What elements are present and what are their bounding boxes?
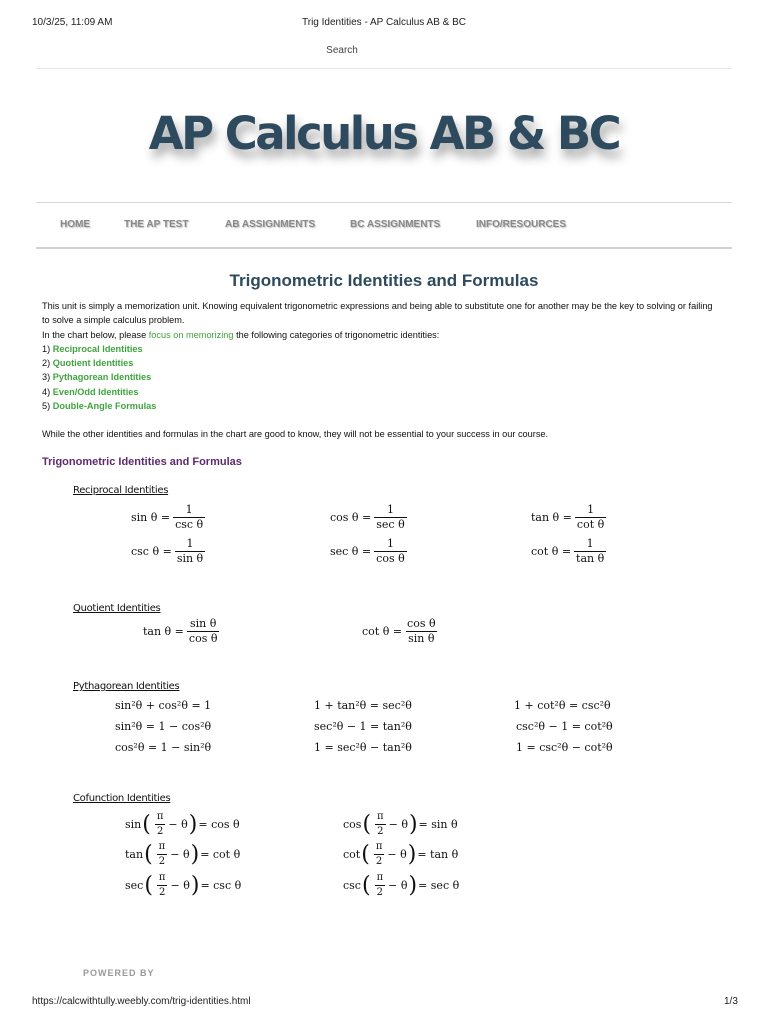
- nav-ab-assignments[interactable]: AB ASSIGNMENTS: [225, 219, 316, 230]
- rest: − θ: [170, 879, 190, 892]
- identity-cot-quotient: [362, 617, 441, 646]
- identity-sin-recip: [131, 503, 208, 532]
- numerator: 1: [386, 537, 394, 550]
- pythagorean-heading: Pythagorean Identities: [73, 681, 180, 692]
- fraction: [375, 871, 386, 900]
- rest: − θ: [388, 879, 408, 892]
- identity-tan-quotient: [143, 617, 222, 646]
- denominator: 2: [156, 826, 164, 837]
- identity-cofunction-cos: cos ( $\frac{\pi}{2}$ − θ ) = sin θ: [343, 811, 458, 837]
- identity-cofunction-csc: csc ( $\frac{\pi}{2}$ − θ ) = sec θ: [343, 872, 460, 898]
- intro-p2-before: In the chart below, please: [42, 329, 149, 340]
- focus-highlight: focus on memorizing: [148, 329, 234, 340]
- pythagorean-link[interactable]: Pythagorean Identities: [52, 372, 152, 383]
- cofunction-heading: Cofunction Identities: [73, 793, 171, 804]
- category-list-item: [42, 370, 722, 384]
- lhs: tan θ =: [143, 625, 184, 638]
- nav-info-resources[interactable]: INFO/RESOURCES: [476, 219, 567, 230]
- fraction: [375, 810, 386, 839]
- fraction: [405, 617, 438, 646]
- identity-pythagorean: csc²θ − 1 = cot²θ: [516, 720, 613, 733]
- lhs: sin θ =: [131, 511, 171, 524]
- identity-tan-recip: [531, 503, 609, 532]
- denominator: 2: [376, 887, 384, 898]
- reciprocal-heading: Reciprocal Identities: [73, 485, 169, 496]
- fraction: [187, 617, 220, 646]
- identity-cofunction-tan: tan ( $\frac{\pi}{2}$ − θ ) = cot θ: [125, 841, 241, 867]
- fraction: [374, 840, 385, 869]
- numerator: 1: [586, 537, 594, 550]
- rest: − θ: [170, 848, 190, 861]
- identity-pythagorean: sin²θ = 1 − cos²θ: [115, 720, 212, 733]
- lhs: tan θ =: [531, 511, 572, 524]
- footer-page-number: 1/3: [724, 996, 738, 1007]
- quotient-link[interactable]: Quotient Identities: [52, 358, 134, 369]
- category-list-item: [42, 356, 722, 370]
- fn: tan: [125, 848, 144, 861]
- identity-pythagorean: 1 = csc²θ − cot²θ: [516, 741, 613, 754]
- identity-cos-recip: [330, 503, 410, 532]
- identity-cot-recip: [531, 537, 609, 566]
- nav-the-ap-test[interactable]: THE AP TEST: [124, 219, 189, 230]
- lhs: sec θ =: [330, 545, 372, 558]
- fraction: [374, 503, 406, 532]
- rhs: = cot θ: [200, 848, 241, 861]
- quotient-heading: Quotient Identities: [73, 603, 161, 614]
- denominator: tan θ: [576, 552, 605, 565]
- intro-p2-after: the following categories of trigonometric identities:: [233, 329, 440, 340]
- numerator: 1: [587, 503, 595, 516]
- numerator: sin θ: [190, 617, 217, 630]
- denominator: 2: [375, 856, 383, 867]
- fn: cot: [343, 848, 361, 861]
- identity-pythagorean: 1 + tan²θ = sec²θ: [314, 699, 412, 712]
- identity-cofunction-sin: sin ( $\frac{\pi}{2}$ − θ ) = cos θ: [125, 811, 240, 837]
- identity-pythagorean: cos²θ = 1 − sin²θ: [115, 741, 212, 754]
- page-title: Trigonometric Identities and Formulas: [229, 271, 539, 290]
- identity-cofunction-sec: sec ( $\frac{\pi}{2}$ − θ ) = csc θ: [125, 872, 242, 898]
- fn: csc: [343, 879, 361, 892]
- list-num: 4): [42, 386, 53, 397]
- list-num: 1): [42, 343, 53, 354]
- numerator: π: [376, 872, 384, 883]
- fraction: [157, 871, 168, 900]
- fn: sin: [125, 818, 142, 831]
- intro-paragraph-1: This unit is simply a memorization unit. Knowing equivalent trigonometric expressions and being able to substitute one for another may be the key to solving or failing to solve a simple calculus problem.: [42, 301, 713, 326]
- site-banner: [36, 68, 732, 203]
- closing-paragraph: While the other identities and formulas in the chart are good to know, they will not be essential to your success in our course.: [42, 429, 549, 439]
- fraction: [574, 537, 606, 566]
- rhs: = sec θ: [418, 879, 460, 892]
- denominator: 2: [159, 887, 166, 898]
- fn: cos: [343, 818, 362, 831]
- identity-sec-recip: [330, 537, 410, 566]
- identity-pythagorean: 1 = sec²θ − tan²θ: [314, 741, 412, 754]
- lhs: cot θ =: [531, 545, 572, 558]
- lhs: cos θ =: [330, 511, 372, 524]
- numerator: 1: [186, 537, 194, 550]
- list-num: 2): [42, 358, 53, 369]
- denominator: sin θ: [408, 632, 435, 645]
- rest: − θ: [387, 848, 407, 861]
- identity-pythagorean: 1 + cot²θ = csc²θ: [514, 699, 611, 712]
- lhs: csc θ =: [131, 545, 172, 558]
- rhs: = tan θ: [417, 848, 459, 861]
- category-list-item: [42, 342, 722, 356]
- denominator: cos θ: [376, 552, 405, 565]
- list-num: 5): [42, 401, 53, 412]
- reciprocal-link[interactable]: Reciprocal Identities: [52, 343, 143, 354]
- even-odd-link[interactable]: Even/Odd Identities: [52, 386, 139, 397]
- denominator: csc θ: [175, 518, 204, 531]
- category-list-item: [42, 399, 722, 413]
- main-nav: [36, 202, 732, 249]
- fn: sec: [125, 879, 144, 892]
- fraction: [374, 537, 407, 566]
- identity-pythagorean: sec²θ − 1 = tan²θ: [314, 720, 412, 733]
- fraction: [175, 537, 205, 566]
- numerator: π: [158, 872, 166, 883]
- fraction: [575, 503, 606, 532]
- fraction: [173, 503, 205, 532]
- numerator: 1: [386, 503, 394, 516]
- numerator: π: [377, 811, 384, 822]
- identity-cofunction-cot: cot ( $\frac{\pi}{2}$ − θ ) = tan θ: [343, 841, 459, 867]
- numerator: π: [375, 841, 383, 852]
- double-angle-link[interactable]: Double-Angle Formulas: [52, 401, 157, 412]
- identity-csc-recip: [131, 537, 208, 566]
- site-title[interactable]: AP Calculus AB & BC: [148, 107, 620, 160]
- print-datetime: 10/3/25, 11:09 AM: [32, 17, 113, 28]
- nav-home[interactable]: HOME: [60, 219, 90, 230]
- category-list-item: [42, 385, 722, 399]
- numerator: 1: [185, 503, 193, 516]
- rhs: = cos θ: [198, 818, 240, 831]
- numerator: cos θ: [407, 617, 436, 630]
- footer-url: https://calcwithtully.weebly.com/trig-identities.html: [32, 996, 251, 1007]
- numerator: π: [156, 811, 164, 822]
- fraction: [155, 810, 166, 839]
- powered-by-label[interactable]: POWERED BY: [83, 968, 155, 978]
- lhs: cot θ =: [362, 625, 403, 638]
- denominator: 2: [377, 826, 384, 837]
- fraction: [157, 840, 168, 869]
- denominator: cot θ: [576, 518, 605, 531]
- search-link[interactable]: Search: [326, 45, 358, 56]
- rest: − θ: [168, 818, 188, 831]
- rhs: = csc θ: [200, 879, 242, 892]
- denominator: 2: [158, 856, 166, 867]
- nav-bc-assignments[interactable]: BC ASSIGNMENTS: [350, 219, 441, 230]
- denominator: sec θ: [376, 518, 405, 531]
- intro-text: [42, 299, 722, 413]
- denominator: sin θ: [176, 552, 204, 565]
- section-heading: Trigonometric Identities and Formulas: [42, 456, 242, 468]
- denominator: cos θ: [188, 632, 218, 645]
- identity-pythagorean: sin²θ + cos²θ = 1: [115, 699, 212, 712]
- rhs: = sin θ: [418, 818, 458, 831]
- numerator: π: [158, 841, 166, 852]
- print-page-title: Trig Identities - AP Calculus AB & BC: [302, 17, 466, 28]
- list-num: 3): [42, 372, 53, 383]
- rest: − θ: [388, 818, 408, 831]
- intro-paragraph-2: [42, 328, 722, 342]
